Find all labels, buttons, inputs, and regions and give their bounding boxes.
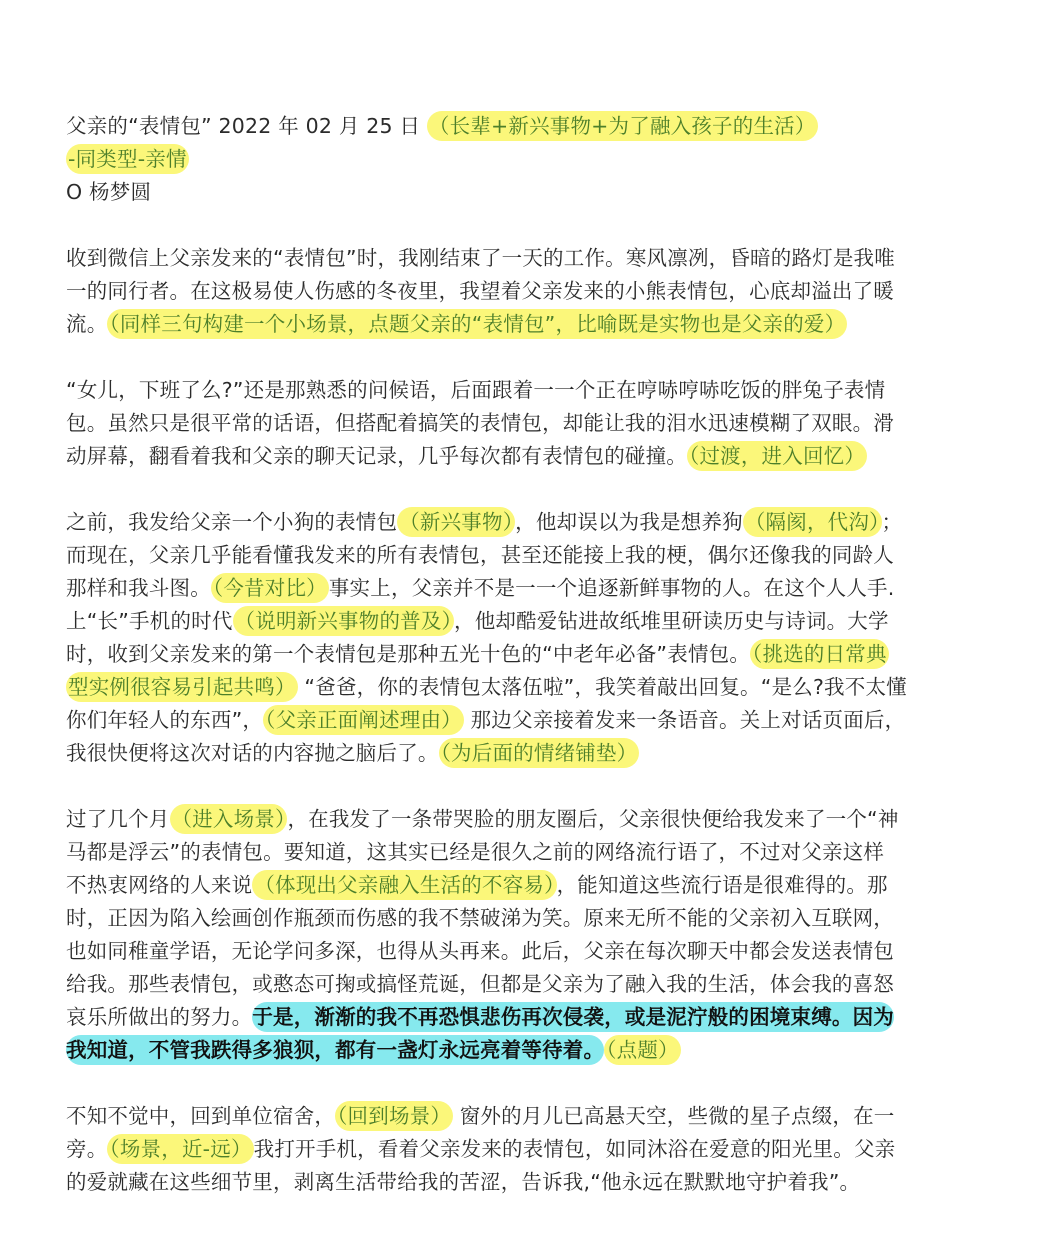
annotation-highlight: （同样三句构建一个小场景，点题父亲的“表情包”，比喻既是实物也是父亲的爱） [107,309,847,339]
text-line: 给我。那些表情包，或憨态可掬或搞怪荒诞，但都是父亲为了融入我的生活，体会我的喜怒 [66,972,894,996]
text-line: 马都是浮云”的表情包。要知道，这其实已经是很久之前的网络流行语了，不过对父亲这样 [66,840,885,864]
annotation-highlight: （回到场景） [335,1101,453,1131]
text-segment: 流。 [66,312,108,336]
text-segment: ，能知道这些流行语是很难得的。那 [556,873,888,897]
text-segment: 窗外的月儿已高悬天空，些微的星子点缀，在一 [453,1104,895,1128]
text-line [66,638,986,671]
text-line [66,308,986,341]
paragraph-4 [66,803,986,1067]
author-line: O 杨梦圆 [66,180,152,204]
annotation-highlight: （场景，近-远） [107,1134,253,1164]
article-title: 父亲的“表情包” [66,114,212,138]
text-line [66,704,986,737]
annotation-highlight: （隔阂，代沟） [743,507,882,537]
annotation-highlight: （体现出父亲融入生活的不容易） [252,870,556,900]
text-segment: 旁。 [66,1137,108,1161]
text-line: 的爱就藏在这些细节里，剥离生活带给我的苦涩，告诉我,“他永远在默默地守护着我”。 [66,1170,861,1194]
text-line: 而现在，父亲几乎能看懂我发来的所有表情包，甚至还能接上我的梗，偶尔还像我的同龄人 [66,543,894,567]
text-segment: “爸爸，你的表情包太落伍啦”，我笑着敲出回复。“是么?我不太懂 [297,675,907,699]
header-note-line [66,143,986,176]
text-line [66,1100,986,1133]
annotation-highlight: （点题） [604,1035,681,1065]
annotation-highlight: （进入场景） [170,804,288,834]
text-segment: 时，收到父亲发来的第一个表情包是那种五光十色的“中老年必备”表情包。 [66,642,751,666]
annotation-highlight: （挑选的日常典 [750,639,889,669]
article-date: 2022 年 02 月 25 日 [211,114,427,138]
document-page [66,110,986,1199]
text-segment: 我很快便将这次对话的内容抛之脑后了。 [66,741,439,765]
key-sentence-highlight: 于是，渐渐的我不再恐惧悲伤再次侵袭，或是泥泞般的困境束缚。因为 [252,1002,894,1032]
text-segment: 过了几个月 [66,807,170,831]
text-line [66,572,986,605]
text-line [66,1133,986,1166]
header-line [66,110,986,143]
text-segment: 不知不觉中，回到单位宿舍， [66,1104,336,1128]
text-segment: 那样和我斗图。 [66,576,211,600]
text-segment: 事实上，父亲并不是一一个追逐新鲜事物的人。在这个人人手. [328,576,895,600]
text-segment: 不热衷网络的人来说 [66,873,253,897]
annotation-highlight: （说明新兴事物的普及） [233,606,454,636]
annotation-highlight: （今昔对比） [211,573,329,603]
text-segment: 上“长”手机的时代 [66,609,233,633]
text-line: “女儿，下班了么?”还是那熟悉的问候语，后面跟着一一个正在哼哧哼哧吃饭的胖兔子表情 [66,378,886,402]
text-segment: ； [881,510,903,534]
annotation-highlight: （过渡，进入回忆） [687,441,867,471]
text-line: 一的同行者。在这极易使人伤感的冬夜里，我望着父亲发来的小熊表情包，心底却溢出了暖 [66,279,894,303]
text-line: 收到微信上父亲发来的“表情包”时，我刚结束了一天的工作。寒风凛冽，昏暗的路灯是我唯 [66,246,895,270]
text-segment: ，他却酷爱钻进故纸堆里研读历史与诗词。大学 [454,609,889,633]
text-segment: ，他却误以为我是想养狗 [515,510,743,534]
annotation-highlight: -同类型-亲情 [66,144,189,174]
text-line [66,803,986,836]
text-line [66,869,986,902]
text-line [66,1001,986,1034]
annotation-highlight: （为后面的情绪铺垫） [439,738,640,768]
annotation-highlight: （长辈+新兴事物+为了融入孩子的生活） [427,111,818,141]
text-line [66,671,986,704]
text-segment: 动屏幕，翻看着我和父亲的聊天记录，几乎每次都有表情包的碰撞。 [66,444,687,468]
text-line: 也如同稚童学语，无论学问多深，也得从头再来。此后，父亲在每次聊天中都会发送表情包 [66,939,894,963]
text-segment: 我打开手机，看着父亲发来的表情包，如同沐浴在爱意的阳光里。父亲 [253,1137,896,1161]
text-line [66,605,986,638]
paragraph-3 [66,506,986,770]
text-segment: 你们年轻人的东西”， [66,708,264,732]
annotation-highlight: （父亲正面阐述理由） [263,705,464,735]
paragraph-5 [66,1100,986,1199]
text-line: 包。虽然只是很平常的话语，但搭配着搞笑的表情包，却能让我的泪水迅速模糊了双眼。滑 [66,411,894,435]
text-line: 时，正因为陷入绘画创作瓶颈而伤感的我不禁破涕为笑。原来无所不能的父亲初入互联网， [66,906,894,930]
key-sentence-highlight: 我知道，不管我跌得多狼狈，都有一盏灯永远亮着等待着。 [66,1035,604,1065]
text-line [66,506,986,539]
text-segment: ，在我发了一条带哭脸的朋友圈后，父亲很快便给我发来了一个“神 [287,807,899,831]
text-line [66,440,986,473]
text-segment: 哀乐所做出的努力。 [66,1005,253,1029]
paragraph-2 [66,374,986,473]
annotation-highlight: （新兴事物） [397,507,515,537]
text-line [66,1034,986,1067]
annotation-highlight: 型实例很容易引起共鸣） [66,672,298,702]
text-line [66,737,986,770]
paragraph-1 [66,242,986,341]
text-segment: 之前，我发给父亲一个小狗的表情包 [66,510,398,534]
text-segment: 那边父亲接着发来一条语音。关上对话页面后， [463,708,906,732]
